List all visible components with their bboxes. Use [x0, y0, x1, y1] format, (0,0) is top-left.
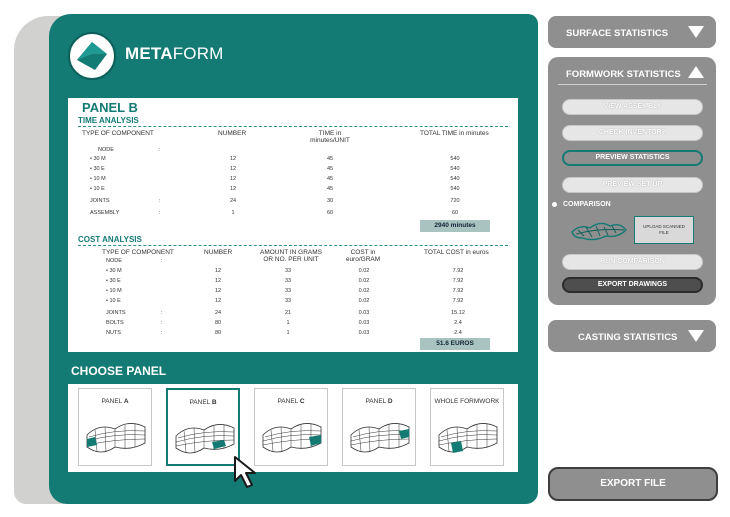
time-header-time: TIME in minutes/UNIT [310, 130, 350, 144]
colon-separator: : [161, 310, 163, 316]
panel-c-surface-icon [261, 417, 323, 457]
cost-cell-cost: 0.03 [358, 310, 370, 316]
divider [78, 245, 508, 246]
time-cell-name: JOINTS [90, 198, 110, 204]
cost-cell-amount: 33 [284, 268, 292, 274]
cost-cell-name: NUTS [106, 330, 121, 336]
panel-d-thumbnail[interactable] [342, 388, 416, 466]
cost-node-label: NODE [106, 258, 122, 264]
cost-cell-number: 24 [214, 310, 222, 316]
whole-formwork-surface-icon [437, 417, 499, 457]
triangle-up-icon[interactable] [688, 66, 704, 78]
time-cell-name: • 30 E [90, 166, 105, 172]
preview-statistics-button[interactable]: PREVIEW STATISTICS [562, 150, 703, 166]
export-drawings-button[interactable]: EXPORT DRAWINGS [562, 277, 703, 293]
cost-cell-name: BOLTS [106, 320, 124, 326]
time-cell-total: 60 [451, 210, 459, 216]
cost-cell-amount: 33 [284, 278, 292, 284]
time-cell-number: 24 [229, 198, 237, 204]
panel-b-thumbnail[interactable] [166, 388, 240, 466]
cost-cell-name: • 30 M [106, 268, 122, 274]
time-cell-time: 45 [326, 166, 334, 172]
whole-formwork-label: WHOLE FORMWORK [434, 398, 500, 405]
cost-cell-cost: 0.03 [358, 320, 370, 326]
cost-cell-name: • 10 M [106, 288, 122, 294]
time-cell-total: 540 [450, 166, 460, 172]
time-header-component: TYPE OF COMPONENT [82, 130, 154, 137]
panel-a-label: PANEL A [101, 398, 129, 405]
casting-statistics-label: CASTING STATISTICS [578, 332, 678, 343]
time-cell-name: • 30 M [90, 156, 106, 162]
triangle-down-icon [688, 330, 704, 342]
colon-separator: : [161, 320, 163, 326]
cost-cell-amount: 1 [286, 320, 290, 326]
casting-statistics-button[interactable] [548, 320, 716, 352]
panel-b-surface-icon [174, 418, 236, 458]
panel-d-surface-icon [349, 417, 411, 457]
cost-cell-amount: 33 [284, 298, 292, 304]
mouse-pointer-icon [232, 455, 266, 491]
scan-model-icon [570, 218, 628, 242]
colon-separator: : [161, 258, 163, 264]
time-cell-number: 12 [229, 176, 237, 182]
colon-separator: : [161, 330, 163, 336]
triangle-down-icon [688, 26, 704, 38]
cost-cell-number: 12 [214, 288, 222, 294]
panel-a-thumbnail[interactable] [78, 388, 152, 466]
cost-cell-name: JOINTS [106, 310, 126, 316]
view-assembly-button[interactable]: VIEW ASSEMBLY [562, 99, 703, 115]
cost-cell-cost: 0.02 [358, 298, 370, 304]
cost-cell-total: 2.4 [454, 330, 462, 336]
cost-header-cost: COST in euro/GRAM [345, 249, 381, 263]
time-analysis-title: TIME ANALYSIS [78, 116, 139, 125]
colon-separator: : [159, 198, 161, 204]
cost-header-amount: AMOUNT IN GRAMS OR NO. PER UNIT [260, 249, 322, 263]
radio-dot-icon [552, 202, 557, 207]
cost-cell-cost: 0.02 [358, 268, 370, 274]
time-cell-time: 45 [326, 156, 334, 162]
time-cell-time: 60 [326, 210, 334, 216]
time-cell-time: 30 [326, 198, 334, 204]
surface-statistics-label: SURFACE STATISTICS [566, 28, 669, 39]
time-cell-name: • 10 E [90, 186, 105, 192]
panel-b-label: PANEL B [189, 399, 217, 406]
comparison-option[interactable]: COMPARISON [552, 201, 611, 208]
formwork-statistics-header[interactable]: FORMWORK STATISTICS [566, 69, 681, 80]
colon-separator: : [159, 147, 161, 153]
cost-cell-total: 15.12 [451, 310, 465, 316]
cost-cell-number: 12 [214, 278, 222, 284]
cost-cell-name: • 10 E [106, 298, 121, 304]
panel-d-label: PANEL D [365, 398, 393, 405]
time-cell-total: 540 [450, 186, 460, 192]
cost-cell-cost: 0.02 [358, 288, 370, 294]
run-comparison-button[interactable]: RUN COMPARISON [562, 254, 703, 270]
cost-header-total: TOTAL COST in euros [424, 249, 489, 256]
panel-c-label: PANEL C [277, 398, 305, 405]
time-cell-number: 12 [229, 186, 237, 192]
cost-cell-amount: 21 [284, 310, 292, 316]
panel-title: PANEL B [82, 100, 138, 115]
cost-cell-number: 80 [214, 320, 222, 326]
divider [78, 126, 508, 127]
time-cell-total: 720 [450, 198, 460, 204]
cost-header-component: TYPE OF COMPONENT [102, 249, 174, 256]
cost-header-number: NUMBER [204, 249, 233, 256]
cost-total-box: 51.6 EUROS [420, 338, 490, 350]
cost-cell-total: 7.92 [452, 278, 464, 284]
time-cell-time: 45 [326, 186, 334, 192]
cost-cell-number: 12 [214, 298, 222, 304]
time-header-number: NUMBER [218, 130, 247, 137]
colon-separator: : [159, 210, 161, 216]
time-cell-number: 12 [229, 166, 237, 172]
time-cell-total: 540 [450, 156, 460, 162]
cost-analysis-title: COST ANALYSIS [78, 235, 142, 244]
panel-a-surface-icon [85, 417, 147, 457]
choose-panel-title: CHOOSE PANEL [71, 364, 167, 378]
check-inventory-button[interactable]: CHECK INVENTORY [562, 125, 703, 141]
cost-cell-number: 12 [214, 268, 222, 274]
cost-cell-total: 7.92 [452, 288, 464, 294]
cost-cell-cost: 0.03 [358, 330, 370, 336]
cost-cell-total: 7.92 [452, 298, 464, 304]
app-logo-text: METAFORM [125, 44, 224, 63]
whole-formwork-thumbnail[interactable] [430, 388, 504, 466]
time-cell-number: 12 [229, 156, 237, 162]
metaform-logo-icon [68, 32, 116, 80]
time-cell-total: 540 [450, 176, 460, 182]
time-cell-number: 1 [231, 210, 235, 216]
time-cell-time: 45 [326, 176, 334, 182]
cost-cell-name: • 30 E [106, 278, 121, 284]
time-header-total: TOTAL TIME in minutes [420, 130, 489, 137]
cost-cell-cost: 0.02 [358, 278, 370, 284]
divider [558, 84, 707, 85]
cost-cell-number: 80 [214, 330, 222, 336]
time-cell-name: • 10 M [90, 176, 106, 182]
cost-cell-amount: 33 [284, 288, 292, 294]
preview-set-up-button[interactable]: PREVIEW SET UP [562, 177, 703, 193]
time-node-label: NODE [98, 147, 114, 153]
cost-cell-amount: 1 [286, 330, 290, 336]
surface-statistics-button[interactable] [548, 16, 716, 48]
time-cell-name: ASSEMBLY [90, 210, 120, 216]
cost-cell-total: 7.92 [452, 268, 464, 274]
time-total-box: 2940 minutes [420, 220, 490, 232]
export-file-button[interactable]: EXPORT FILE [548, 467, 718, 501]
upload-scanned-file-button[interactable]: UPLOAD SCANNED FILE [634, 216, 694, 244]
statistics-sheet [68, 98, 518, 352]
cost-cell-total: 2.4 [454, 320, 462, 326]
